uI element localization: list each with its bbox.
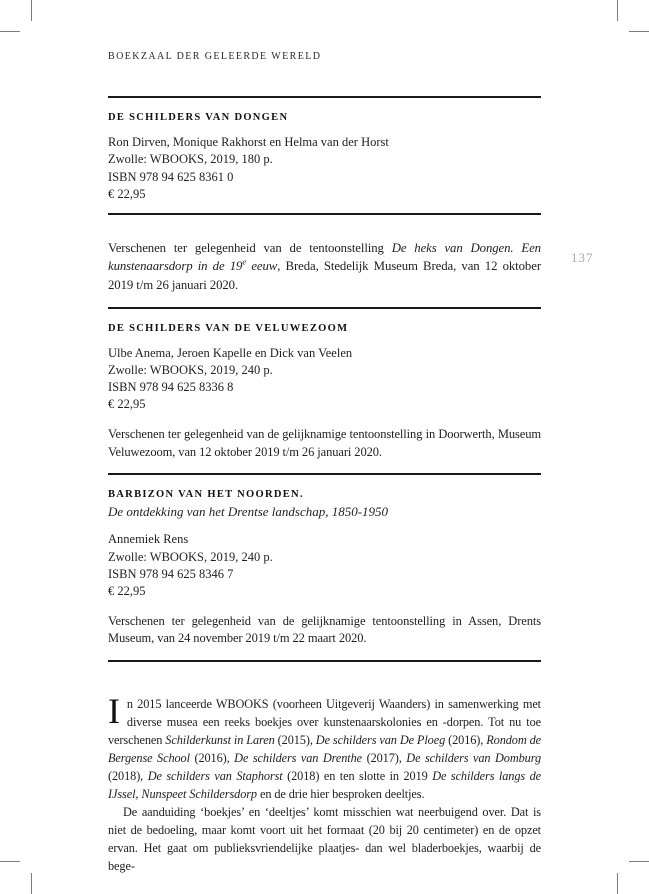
exhibition-note: Verschenen ter gelegenheid van de gelijknamige tentoonstelling in Assen, Drents Museum, van 24 november 2019 t/m 22 maart 2020. <box>108 614 541 646</box>
crop-mark <box>629 861 649 862</box>
bib-line-authors: Annemiek Rens <box>108 532 189 547</box>
exhibition-note: Verschenen ter gelegenheid van de gelijknamige tentoonstelling in Doorwerth, Museum Veluwezoom, van 12 oktober 2019 t/m 26 januari 2020. <box>108 427 541 459</box>
book-entry-title: BARBIZON VAN HET NOORDEN. <box>108 489 304 501</box>
crop-mark <box>617 873 618 894</box>
section-rule <box>108 307 541 309</box>
body-paragraph: De aanduiding ‘boekjes’ en ‘deeltjes’ komt misschien wat neerbuigend over. Dat is niet de bedoeling, maar komt voort uit het formaat (20 bij 20 centimeter) en de opzet ervan. Het gaat om publieksvriendelijke plaatjes- dan wel bladerboekjes, waarbij de bege- <box>108 805 541 874</box>
bib-line-publisher: Zwolle: WBOOKS, 2019, 240 p. <box>108 362 273 377</box>
crop-mark <box>617 0 618 21</box>
paragraph-text: n 2015 lanceerde WBOOKS (voorheen Uitgeverij Waanders) in samenwerking met diverse musea een reeks boekjes over kunstenaarskolonies en -dorpen. Tot nu toe verschenen Schilderkunst in Laren (2015), De schilders van De Ploeg (2016), Rondom de Bergense School (2016), De schilders van Drenthe (2017), De schilders van Domburg (2018), De schilders van Staphorst (2018) en ten slotte in 2019 De schilders langs de IJssel, Nunspeet Schildersdorp en de drie hier besproken deeltjes. <box>108 697 542 802</box>
section-rule <box>108 473 541 475</box>
section-rule <box>108 96 541 98</box>
crop-mark <box>629 31 649 32</box>
bibliographic-block <box>108 134 541 203</box>
crop-mark <box>31 0 32 21</box>
page-content <box>108 0 541 875</box>
bibliographic-block <box>108 531 541 600</box>
bib-line-isbn: ISBN 978 94 625 8336 8 <box>108 380 234 395</box>
page-number: 137 <box>571 250 594 265</box>
running-header: BOEKZAAL DER GELEERDE WERELD <box>108 51 322 62</box>
crop-mark <box>0 31 20 32</box>
book-entry <box>108 112 541 203</box>
body-paragraph <box>108 691 542 803</box>
crop-mark <box>0 861 20 862</box>
bib-line-isbn: ISBN 978 94 625 8361 0 <box>108 169 234 184</box>
book-entry <box>108 323 541 461</box>
review-body <box>108 691 542 875</box>
crop-mark <box>31 873 32 894</box>
bib-line-authors: Ron Dirven, Monique Rakhorst en Helma van der Horst <box>108 135 389 149</box>
section-rule <box>108 213 541 215</box>
bib-line-price: € 22,95 <box>108 397 146 412</box>
bib-line-price: € 22,95 <box>108 584 146 599</box>
book-entry-title: DE SCHILDERS VAN DONGEN <box>108 112 289 123</box>
book-entry-subtitle: De ontdekking van het Drentse landschap, 1850-1950 <box>108 504 389 520</box>
bibliographic-block <box>108 345 541 414</box>
book-entry-title: DE SCHILDERS VAN DE VELUWEZOOM <box>108 322 349 334</box>
bib-line-price: € 22,95 <box>108 186 146 201</box>
exhibition-note: Verschenen ter gelegenheid van de tentoonstelling De heks van Dongen. Een kunstenaarsdorp in de 19e eeuw, Breda, Stedelijk Museum Breda, van 12 oktober 2019 t/m 26 januari 2020. <box>108 241 541 292</box>
bib-line-authors: Ulbe Anema, Jeroen Kapelle en Dick van Veelen <box>108 345 353 360</box>
bib-line-publisher: Zwolle: WBOOKS, 2019, 240 p. <box>108 549 273 564</box>
drop-cap: I <box>108 691 120 732</box>
bib-line-isbn: ISBN 978 94 625 8346 7 <box>108 566 234 581</box>
book-entry <box>108 489 541 647</box>
section-rule <box>108 660 541 662</box>
bib-line-publisher: Zwolle: WBOOKS, 2019, 180 p. <box>108 152 273 167</box>
